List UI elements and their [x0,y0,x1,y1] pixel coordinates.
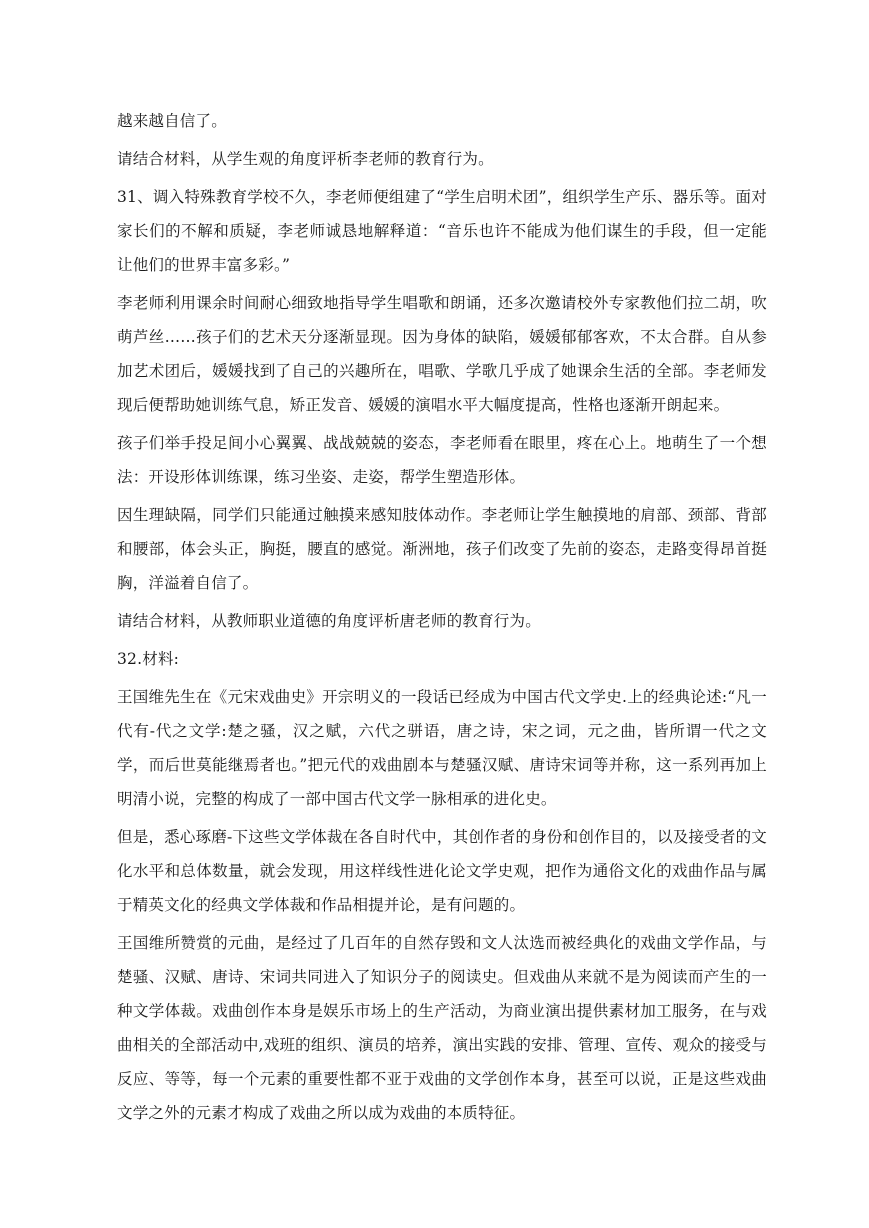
question-32-paragraph-3: 王国维所赞赏的元曲，是经过了几百年的自然存毁和文人汰选而被经典化的戏曲文学作品，与楚骚、汉赋、唐诗、宋词共同进入了知识分子的阅读史。但戏曲从来就不是为阅读而产生的一种文学体裁。戏曲创作本身是娱乐市场上的生产活动，为商业演出提供素材加工服务，在与戏曲相关的全部活动中,戏班的组织、演员的培养，演出实践的安排、管理、宣传、观众的接受与反应、等等，每一个元素的重要性都不亚于戏曲的文学创作本身，甚至可以说，正是这些戏曲文学之外的元素才构成了戏曲之所以成为戏曲的本质特征。 [117,934,767,1122]
document-body [117,104,767,1134]
question-31-paragraph-2: 李老师利用课余时间耐心细致地指导学生唱歌和朗诵，还多次邀请校外专家教他们拉二胡，吹萌芦丝……孩子们的艺术天分逐渐显现。因为身体的缺陷，媛媛郁郁客欢，不太合群。自从参加艺术团后，媛媛找到了自己的兴趣所在，唱歌、学歌几乎成了她课余生活的全部。李老师发现后便帮助她训练气息，矫正发音、媛媛的演唱水平大幅度提高，性格也逐渐开朗起来。 [117,294,767,414]
question-prompt-31: 请结合材料，从教师职业道德的角度评析唐老师的教育行为。 [117,612,541,630]
question-32-paragraph-1: 王国维先生在《元宋戏曲史》开宗明义的一段话已经成为中国古代文学史.上的经典论述:“凡一代有-代之文学:楚之骚，汉之赋，六代之骈语，唐之诗，宋之词，元之曲，皆所谓一代之文学，而后世莫能继焉者也。”把元代的戏曲剧本与楚骚汉赋、唐诗宋词等并称，这一系列再加上明清小说，完整的构成了一部中国古代文学一脉相承的进化史。 [117,688,767,808]
question-prompt-30: 请结合材料，从学生观的角度评析李老师的教育行为。 [117,150,494,168]
question-31-intro: 31、调入特殊教育学校不久，李老师便组建了“学生启明术团”，组织学生产乐、器乐等。面对家长们的不解和质疑，李老师诚恳地解释道：“音乐也许不能成为他们谋生的手段，但一定能让他们的世界丰富多彩。” [117,188,767,274]
paragraph-continuation: 越来越自信了。 [117,112,227,130]
question-32-heading: 32.材料: [117,650,180,668]
question-31-paragraph-3: 孩子们举手投足间小心翼翼、战战兢兢的姿态，李老师看在眼里，疼在心上。地萌生了一个想法：开设形体训练课，练习坐姿、走姿，帮学生塑造形体。 [117,434,767,486]
question-32-paragraph-2: 但是，悉心琢磨-下这些文学体裁在各自时代中，其创作者的身份和创作目的，以及接受者的文化水平和总体数量，就会发现，用这样线性进化论文学史观，把作为通俗文化的戏曲作品与属于精英文化的经典文学体裁和作品相提并论，是有问题的。 [117,828,767,914]
question-31-paragraph-4: 因生理缺隔，同学们只能通过触摸来感知肢体动作。李老师让学生触摸地的肩部、颈部、背部和腰部，体会头正，胸挺，腰直的感觉。渐洲地，孩子们改变了先前的姿态，走路变得昂首挺胸，洋溢着自信了。 [117,506,767,592]
